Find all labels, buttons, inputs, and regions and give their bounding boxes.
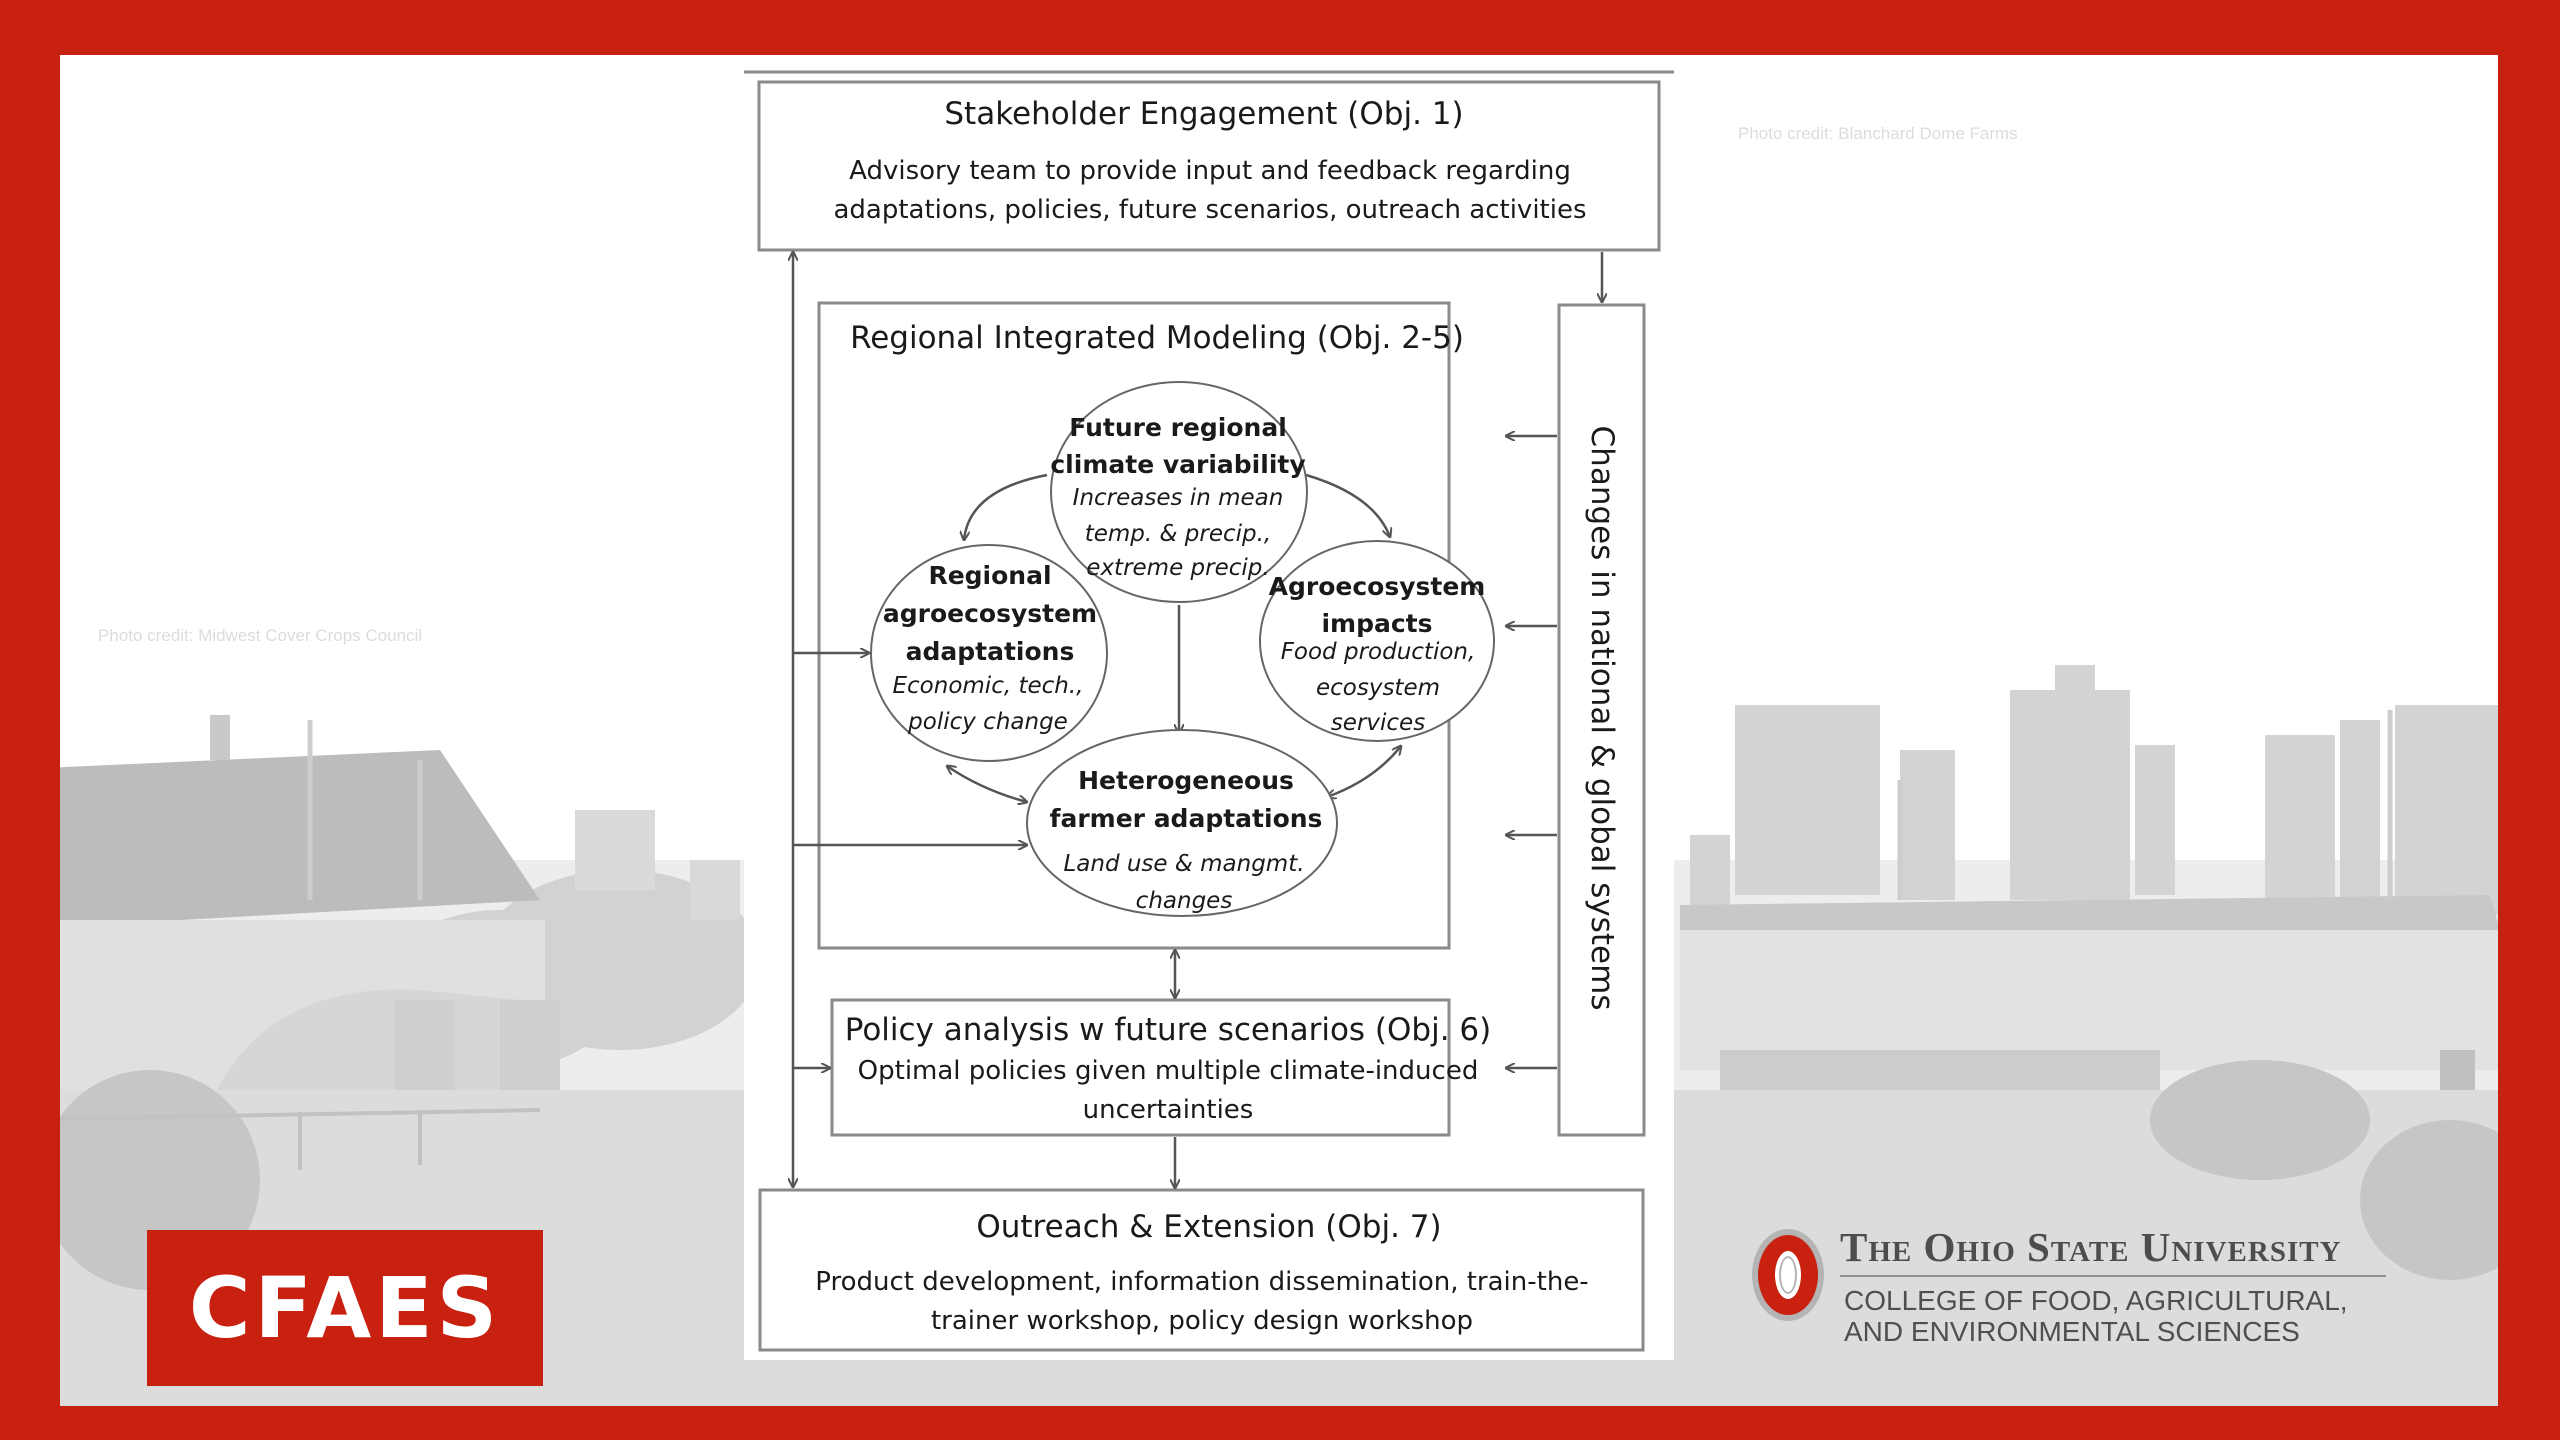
- adaptations-title-1: Regional: [928, 561, 1052, 590]
- climate-sub-2: temp. & precip.,: [1084, 521, 1272, 547]
- photo-credit-right: Photo credit: Blanchard Dome Farms: [1738, 124, 2018, 143]
- impacts-sub-2: ecosystem: [1315, 675, 1441, 701]
- osu-college-line2: AND ENVIRONMENTAL SCIENCES: [1844, 1316, 2300, 1347]
- policy-line1: Optimal policies given multiple climate-induced: [857, 1056, 1479, 1086]
- global-systems-label: Changes in national & global systems: [1584, 425, 1620, 1011]
- osu-logo: [1740, 1215, 2400, 1345]
- impacts-title-1: Agroecosystem: [1268, 572, 1486, 601]
- framework-diagram: [744, 70, 1674, 1360]
- stakeholder-line2: adaptations, policies, future scenarios, outreach activities: [833, 195, 1587, 225]
- stakeholder-title: Stakeholder Engagement (Obj. 1): [944, 96, 1464, 132]
- impacts-title-2: impacts: [1321, 609, 1433, 638]
- adaptations-sub-2: policy change: [908, 709, 1068, 735]
- block-o-icon: [1748, 1225, 1828, 1325]
- policy-box: [832, 1000, 1491, 1135]
- osu-college: [1844, 1285, 2348, 1347]
- outreach-line1: Product development, information dissemination, train-the-: [815, 1267, 1589, 1297]
- diagram-panel: [744, 70, 1674, 1360]
- policy-line2: uncertainties: [1082, 1095, 1254, 1125]
- cfaes-logo-text: CFAES: [188, 1259, 502, 1357]
- cfaes-logo: [147, 1230, 543, 1386]
- impacts-sub-3: services: [1330, 710, 1426, 736]
- stakeholder-box: [759, 82, 1659, 250]
- climate-sub-1: Increases in mean: [1072, 485, 1284, 511]
- farmer-title-2: farmer adaptations: [1049, 804, 1323, 833]
- outreach-title: Outreach & Extension (Obj. 7): [976, 1209, 1442, 1245]
- impacts-node: [1260, 541, 1494, 741]
- impacts-sub-1: Food production,: [1280, 639, 1476, 665]
- adaptations-title-3: adaptations: [905, 637, 1075, 666]
- farmer-sub-1: Land use & mangmt.: [1063, 851, 1305, 877]
- climate-title-2: climate variability: [1050, 450, 1306, 479]
- farmer-node: [1027, 730, 1337, 916]
- osu-divider: [1840, 1275, 2386, 1277]
- policy-title: Policy analysis w future scenarios (Obj. 6): [844, 1012, 1492, 1048]
- osu-name: The Ohio State University: [1840, 1224, 2342, 1270]
- modeling-title: Regional Integrated Modeling (Obj. 2-5): [850, 320, 1464, 356]
- adaptations-node: [871, 545, 1107, 761]
- farmer-title-1: Heterogeneous: [1078, 766, 1294, 795]
- photo-credit-left: Photo credit: Midwest Cover Crops Council: [98, 626, 423, 645]
- outreach-line2: trainer workshop, policy design workshop: [930, 1306, 1474, 1336]
- climate-sub-3: extreme precip.: [1086, 555, 1270, 581]
- climate-title-1: Future regional: [1069, 413, 1287, 442]
- global-systems-box: [1559, 305, 1644, 1135]
- osu-college-line1: COLLEGE OF FOOD, AGRICULTURAL,: [1844, 1285, 2348, 1316]
- adaptations-sub-1: Economic, tech.,: [892, 673, 1084, 699]
- farmer-sub-2: changes: [1135, 888, 1233, 914]
- stakeholder-line1: Advisory team to provide input and feedback regarding: [849, 156, 1571, 186]
- outreach-box: [760, 1190, 1643, 1350]
- climate-node: [1050, 382, 1307, 602]
- adaptations-title-2: agroecosystem: [882, 599, 1098, 628]
